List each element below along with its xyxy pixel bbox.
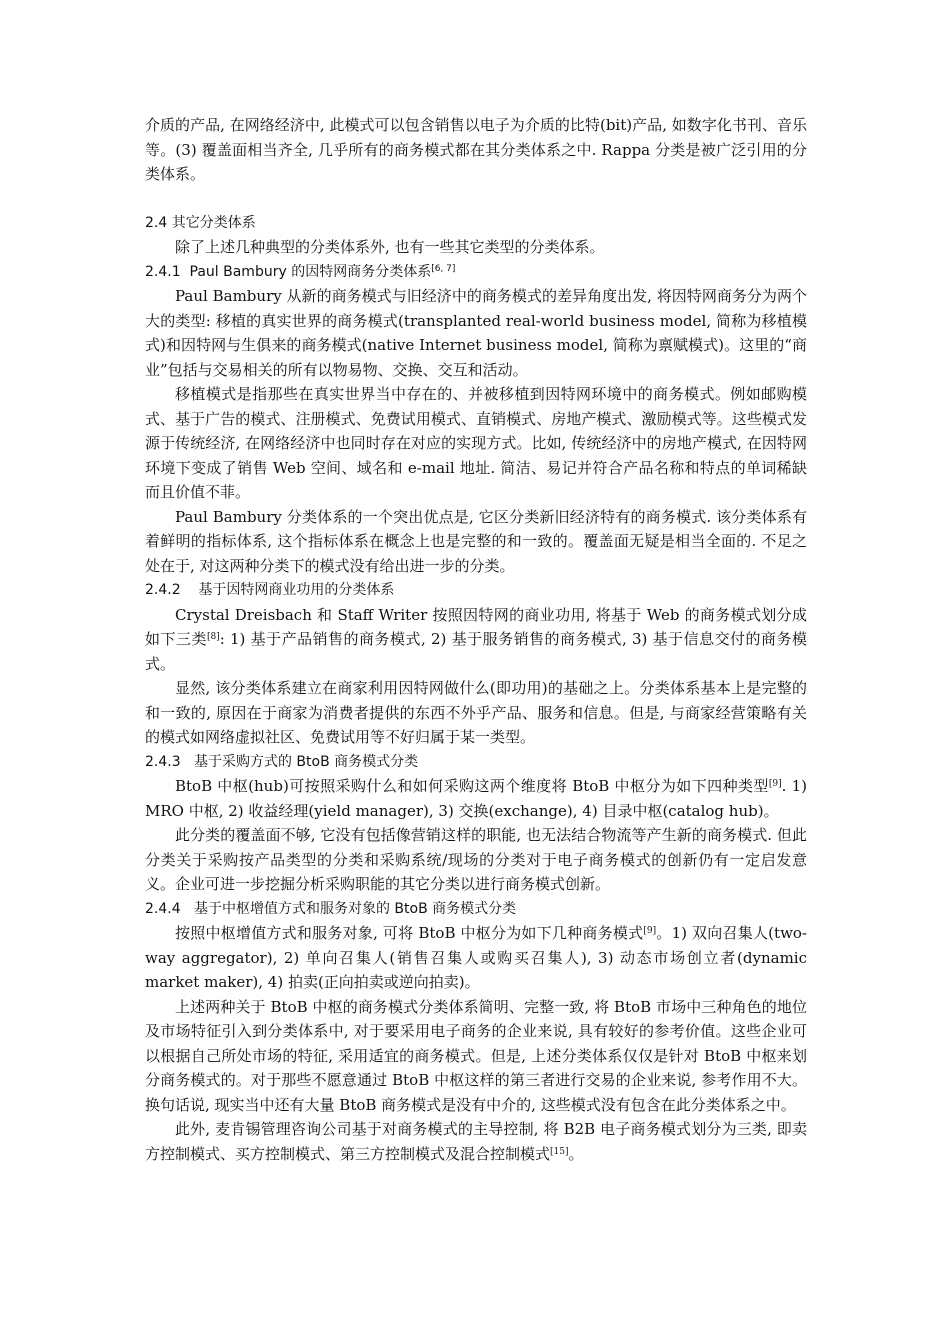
subsection-heading-2-4-1-text: 2.4.1 Paul Bambury 的因特网商务分类体系 [145, 263, 432, 280]
paragraph-btob-hub [145, 774, 807, 823]
paragraph-dreisbach-a: Crystal Dreisbach 和 Staff Writer 按照因特网的商业功用, 将基于 Web 的商务模式划分成如下三类 [145, 605, 807, 648]
paragraph-transplant: 移植模式是指那些在真实世界当中存在的、并被移植到因特网环境中的商务模式。例如邮购模式、基于广告的模式、注册模式、免费试用模式、直销模式、房地产模式、激励模式等。这些模式发源于传统经济, 在网络经济中也同时存在对应的实现方式。比如, 传统经济中的房地产模式, 在因特网环境下变成了销售 Web 空间、域名和 e-mail 地址. 简洁、易记并符合产品名称和特点的单词稀缺而且价值不菲。 [145, 385, 807, 501]
paragraph-dreisbach [145, 603, 807, 677]
paragraph-intro: 除了上述几种典型的分类体系外, 也有一些其它类型的分类体系。 [175, 238, 605, 256]
section-heading-2-4: 2.4 其它分类体系 [145, 214, 256, 231]
section-gap [145, 187, 807, 211]
paragraph-dreisbach-eval: 显然, 该分类体系建立在商家利用因特网做什么(即功用)的基础之上。分类体系基本上是完整的和一致的, 原因在于商家为消费者提供的东西不外乎产品、服务和信息。但是, 与商家经营策略有关的模式如网络虚拟社区、免费试用等不好归属于某一类型。 [145, 679, 807, 746]
paragraph-continuation: 介质的产品, 在网络经济中, 此模式可以包含销售以电子为介质的比特(bit)产品, 如数字化书刊、音乐等。(3) 覆盖面相当齐全, 几乎所有的商务模式都在其分类体系之中. Rappa 分类是被广泛引用的分类体系。 [145, 116, 807, 183]
paragraph-btob-hub-eval: 此分类的覆盖面不够, 它没有包括像营销这样的职能, 也无法结合物流等产生新的商务模式. 但此分类关于采购按产品类型的分类和采购系统/现场的分类对于电子商务模式的创新仍有一定启发意义。企业可进一步挖掘分析采购职能的其它分类以进行商务模式创新。 [145, 826, 807, 893]
paragraph-mckinsey [145, 1117, 807, 1166]
paragraph-hub-value [145, 921, 807, 995]
citation-ref: [8] [206, 632, 220, 642]
paragraph-bambury: Paul Bambury 从新的商务模式与旧经济中的商务模式的差异角度出发, 将因特网商务分为两个大的类型: 移植的真实世界的商务模式(transplanted real-world business model, 简称为移植模式)和因特网与生俱来的商务模式(native Internet business model, 简称为禀赋模式)。这里的“商业”包括与交易相关的所有以物易物、交换、交互和活动。 [145, 287, 807, 379]
citation-ref: [6, 7] [431, 263, 456, 274]
citation-ref: [9] [768, 779, 782, 789]
citation-ref: [9] [643, 926, 657, 936]
paragraph-bambury-eval: Paul Bambury 分类体系的一个突出优点是, 它区分类新旧经济特有的商务模式. 该分类体系有着鲜明的指标体系, 这个指标体系在概念上也是完整的和一致的。覆盖面无疑是相当全面的. 不足之处在于, 对这两种分类下的模式没有给出进一步的分类。 [145, 507, 807, 575]
subsection-heading-2-4-1 [145, 260, 807, 285]
subsection-heading-2-4-4: 2.4.4 基于中枢增值方式和服务对象的 BtoB 商务模式分类 [145, 900, 517, 917]
subsection-heading-2-4-3: 2.4.3 基于采购方式的 BtoB 商务模式分类 [145, 753, 419, 770]
subsection-heading-2-4-2: 2.4.2 基于因特网商业功用的分类体系 [145, 582, 395, 598]
paragraph-mckinsey-a: 此外, 麦肯锡管理咨询公司基于对商务模式的主导控制, 将 B2B 电子商务模式划分为三类, 即卖方控制模式、买方控制模式、第三方控制模式及混合控制模式 [145, 1120, 807, 1163]
paragraph-hub-eval: 上述两种关于 BtoB 中枢的商务模式分类体系简明、完整一致, 将 BtoB 市场中三种角色的地位及市场特征引入到分类体系中, 对于要采用电子商务的企业来说, 具有较好的参考价值。这些企业可以根据自己所处市场的特征, 采用适宜的商务模式。但是, 上述分类体系仅仅是针对 BtoB 中枢来划分商务模式的。对于那些不愿意通过 BtoB 中枢这样的第三者进行交易的企业来说, 参考作用不大。换句话说, 现实当中还有大量 BtoB 商务模式是没有中介的, 这些模式没有包含在此分类体系之中。 [145, 997, 807, 1114]
paragraph-btob-hub-a: BtoB 中枢(hub)可按照采购什么和如何采购这两个维度将 BtoB 中枢分为如下四种类型 [175, 777, 769, 795]
paragraph-hub-value-a: 按照中枢增值方式和服务对象, 可将 BtoB 中枢分为如下几种商务模式 [175, 924, 644, 942]
paragraph-btob-hub-b: . 1) MRO 中枢, 2) 收益经理(yield manager), 3) 交换(exchange), 4) 目录中枢(catalog hub)。 [145, 777, 807, 820]
citation-ref: [15] [550, 1146, 569, 1157]
paragraph-hub-value-b: 。1) 双向召集人(two-way aggregator), 2) 单向召集人(销售召集人或购买召集人), 3) 动态市场创立者(dynamic market maker), 4) 拍卖(正向拍卖或逆向拍卖)。 [145, 924, 808, 991]
paragraph-mckinsey-b: 。 [568, 1144, 584, 1163]
document-page [145, 113, 807, 1166]
paragraph-dreisbach-b: : 1) 基于产品销售的商务模式, 2) 基于服务销售的商务模式, 3) 基于信息交付的商务模式。 [145, 630, 807, 673]
